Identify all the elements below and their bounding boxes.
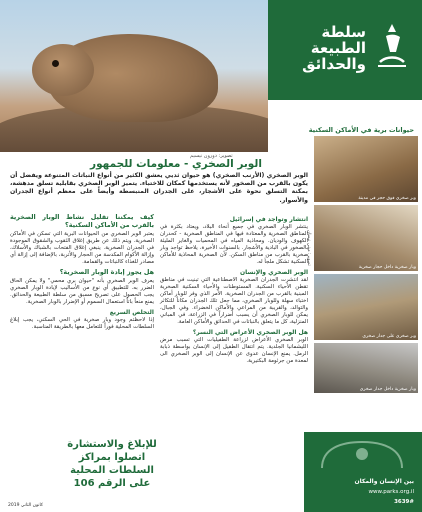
hero-photo	[0, 0, 268, 152]
report-line-4: على الرقم 106	[73, 478, 151, 489]
footer-phone[interactable]: 3639#	[394, 499, 414, 505]
publication-date: كانون الثاني 2019	[8, 503, 44, 508]
report-callout	[64, 438, 160, 490]
section-heading-distribution: انتشار وتواجد في إسرائيل	[229, 216, 308, 223]
hyrax-eye	[52, 60, 59, 67]
thumb-photo-4	[314, 343, 418, 393]
section-text-distribution: ينتشر الوبار الصخري في جميع أنحاء البلاد، ويعتاد بكثرة في المناطق الصخرية والمعتادة فيها في المناطق الصخرية - كحدران الكهوف والوديان. ومحاذية المياه في المحميات والغاير المليئة بالصخور في البادية والأشجار. بالسنوات الأخيرة، يلاحظ تواجد وبار صخرية بالقرب من مناطق السكن. لأن الصخرية المحاذية للأماكن السكنية تشكل ملجأ له.	[160, 224, 308, 265]
photo-credit-side: تصوير: ميني نيسان	[306, 230, 311, 266]
question-heading-extermination: هل يجوز إبادة الوبار الصخرية؟	[59, 268, 154, 276]
report-line-1: للإبلاغ والاستشارة	[67, 439, 157, 450]
section-heading-disease: هل الوبر الصخري الأعراض التي النسر؟	[192, 329, 308, 336]
footer-band	[304, 432, 422, 512]
thumb-photo-3	[314, 274, 418, 340]
thumbnail-column	[314, 136, 418, 396]
org-line-1: سلطة	[321, 23, 366, 41]
section-text-human: لقد انتشرت الجدران الصخرية الاصطناعية التي تبنيت في مناطق تقطن الأحياء السكنية. المستوطنات والأحياء السكنية الصخرية المبنية بالقرب من الجدران الصخرية. الأمر الذي وفر للوبار أماكن اختباء سهلة وللوبار الصخري، مما جعل تلك الجدران مكاناً للتكاثر والتوالد، والقريبة من المراعي والأماكن الخضراء. وفي الجبال، يمكن للوبار الصخري أن يسبب أضراراً في الزراعة، في المباني المنزلية، كل ما يتعلق بالنباتات في الحدائق والأماكن العامة.	[160, 277, 308, 325]
section-heading-disposal: التخلص السريع	[109, 309, 154, 316]
text-column-left	[10, 213, 154, 333]
brand-panel	[268, 0, 422, 100]
section-text-disease: الوبر الصخري الأعراض لزراعة الطفيليات التي تسبب مرض الليشمانيا الجلدية. يتم انتقال الطفيل إلى الإنسان بواسطة ذبابة الرمل. يمنع الإنسان عدوى عن الإنسان إلى الوبر الصخري الى لمعدة من جرثومة البكتيرية.	[160, 337, 308, 364]
page-title: الوبر الصخري - معلومات للجمهور	[90, 158, 262, 170]
question-text-extermination: يعرف الوبر الصخري بأنه "حيوان بري محمي" ولا يمكن الحاق الضرر به. للتطبيق أي نوع من الأساليب لإبادة الوبار الصخري يجب الحصول على تصريح مسبق من سلطة الطبيعة والحدائق. يمنع منعاً باتاً استعمال السموم أو الإضرار بالوبار الصخرية.	[10, 278, 154, 305]
question-text-reduce: يعتبر الوبر الصخري من الحيوانات البرية التي تسكن في الأماكن الصخرية. ويتم ذلك عن طريق إغلاق الثقوب والشقوق الموجودة في الجدران الصخرية. ينبغي إغلاق الفتحات بالشباك والأسلاك، وإزالة الأكوام المكدسة من الحجار والأتربة، بالإضافة إلى إزالة أي مصادر للغذاء كالنباتات والقمامة.	[10, 231, 154, 265]
text-column-right	[160, 213, 308, 367]
org-line-3: والحدائق	[302, 55, 366, 73]
decorative-ornament-icon	[312, 438, 412, 470]
thumb-caption-1: وبر صخري فوق حجر في مدينة	[358, 196, 416, 201]
section-text-disposal: إذا لاحظتم وجود وبار صخرية في الحي السكني، يجب إبلاغ السلطات المحلية فوراً للتعامل معها بالطريقة المناسبة.	[10, 317, 154, 330]
report-line-2: اتصلوا بمراكز	[78, 452, 146, 463]
thumbs-heading: حيوانات برية في الأماكن السكنية	[308, 126, 414, 134]
footer-website-link[interactable]: www.parks.org.il	[368, 489, 414, 495]
hyrax-head	[32, 44, 94, 96]
question-heading-reduce: كيف يمكننا تقليل نشاط الوبار الصخرية بالقرب من الأماكن السكنية؟	[10, 213, 154, 229]
thumb-photo-2	[314, 205, 418, 271]
org-line-2: الطبيعة	[310, 39, 366, 57]
section-heading-human: الوبر الصخري والإنسان	[240, 269, 308, 276]
thumb-photo-1	[314, 136, 418, 202]
footer-motto: بين الإنسان والمكان	[354, 478, 414, 485]
thumb-caption-3: وبر صخري على جدار صخري	[362, 334, 416, 339]
org-name	[302, 24, 366, 72]
thumb-caption-4: وبار صخرية داخل جدار صخري	[359, 387, 416, 392]
intro-paragraph: الوبر الصخري (الأرنب الصخري) هو حيوان ثديي يعشق الكثير من أنواع النباتات المتنوعة ويفضل أن يكون بالقرب من الصخور لأنه يستخدمها كمكان للاختباء. يتميز الوبر الصخري بقابلية تسلق مدهشة، بمكنة التسلق نحوة على الأشجار، على الجدران المنبسطة وأيضاً على معظم أنواع الجدران والأسوار.	[10, 172, 308, 204]
hero-caption: تصوير: دورون نيسيم	[190, 153, 233, 159]
parks-logo-icon	[374, 22, 410, 68]
thumb-caption-2: وبار صخرية داخل حجار صخرية	[358, 265, 416, 270]
report-line-3: السلطات المحلية	[70, 465, 154, 476]
